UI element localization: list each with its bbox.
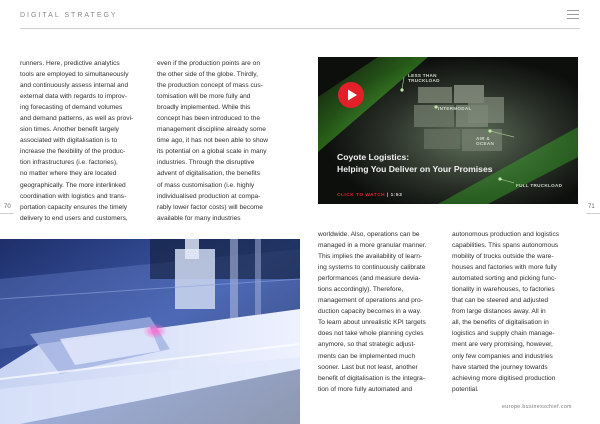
text-line: performances (and measure devia- (318, 275, 421, 283)
text-line: tomisation will be more fully and (157, 93, 251, 101)
section-label: DIGITAL STRATEGY (20, 12, 118, 19)
text-line: autonomous production and logistics (452, 231, 560, 238)
text-line: tionality in warehouses, to factories (452, 286, 555, 294)
text-column-2 (157, 58, 287, 224)
click-to-watch-link[interactable]: CLICK TO WATCH | 1:53 (337, 193, 403, 198)
text-line: available for many industries (157, 214, 241, 222)
page-number-left: 70 (4, 204, 11, 210)
text-line: This implies the availability of learn- (318, 253, 423, 261)
text-line: houses and factories with more fully (452, 264, 557, 272)
text-line: duction capacity becomes in a way. (318, 308, 422, 316)
page-number-right: 71 (588, 204, 595, 210)
text-line: tions accordingly). Therefore, (318, 286, 404, 294)
text-line: and demand patterns, as well as provi- (20, 115, 134, 123)
page-number-rule-left (0, 213, 14, 214)
video-title: Coyote Logistics: Helping You Deliver on Your Promises (337, 152, 493, 174)
video-duration: 1:53 (390, 193, 403, 198)
text-line: the production concept of mass cus- (157, 82, 263, 90)
hamburger-menu-icon[interactable] (567, 10, 579, 20)
text-line: capabilities. This spans autonomous (452, 242, 559, 250)
text-line: from large distances away. All in (452, 308, 546, 316)
page-header (0, 0, 600, 34)
text-line: concept has been introduced to the (157, 115, 261, 123)
text-line: only few companies and industries (452, 352, 553, 360)
text-line: To learn about unrealistic KPI targets (318, 319, 426, 327)
text-line: no matter where they are located (20, 170, 117, 178)
text-line: its potential on a global scale in many (157, 148, 267, 156)
text-line: individualised production at compa- (157, 192, 261, 200)
video-label-air-ocean: AIR & OCEAN (476, 136, 495, 147)
website-link[interactable]: europe.businesschief.com (502, 404, 572, 410)
text-line: broadly implemented. While this (157, 104, 251, 112)
text-line: tools are employed to simultaneously (20, 71, 129, 79)
play-icon (338, 82, 364, 108)
text-line: management of operations and pro- (318, 297, 423, 305)
video-player[interactable] (318, 57, 578, 204)
text-line: ing systems to continuously calibrate (318, 264, 426, 272)
video-label-ltl: LESS THAN TRUCKLOAD (408, 73, 440, 84)
warehouse-robot-photo (0, 239, 300, 424)
video-label-intermodal: INTERMODAL (438, 106, 472, 111)
video-thumbnail (318, 57, 578, 204)
text-line: delivery to end users and customers, (20, 214, 128, 222)
text-line: managed in a more granular manner. (318, 242, 427, 250)
text-line: external data with regards to improv- (20, 93, 128, 101)
play-button[interactable] (338, 82, 364, 108)
text-column-3 (318, 229, 450, 395)
text-line: runners. Here, predictive analytics (20, 60, 120, 67)
text-line: advent of digitalisation, the benefits (157, 170, 261, 178)
text-line: ment are very promising, however, (452, 341, 553, 349)
text-line: sooner. Last but not least, another (318, 363, 418, 371)
text-line: sion times. Another benefit largely (20, 126, 119, 134)
text-line: rably lower factor costs) will become (157, 203, 263, 211)
text-line: of mass customisation (i.e. highly (157, 181, 255, 189)
text-line: and continuously assess internal and (20, 82, 129, 90)
text-line: does not take whole planning cycles (318, 330, 424, 338)
text-line: increase the flexibility of the produc- (20, 148, 126, 156)
text-line: tion of more fully automated and (318, 385, 413, 393)
text-line: associated with digitalisation is to (20, 137, 118, 145)
text-line: potential. (452, 385, 479, 393)
text-line: logistics and supply chain manage- (452, 330, 555, 338)
text-line: industries. Through the disruptive (157, 159, 255, 167)
page-number-rule-right (586, 213, 600, 214)
text-line: all, the benefits of digitalisation in (452, 319, 549, 327)
video-label-full-truckload: FULL TRUCKLOAD (516, 183, 563, 188)
text-line: management discipline already some (157, 126, 266, 134)
text-column-1 (20, 58, 148, 224)
text-line: time ago, it has not been able to show (157, 137, 269, 145)
text-line: geographically. The more interlinked (20, 181, 126, 189)
text-line: benefit of digitalisation is the integra- (318, 374, 426, 382)
text-line: even if the production points are on (157, 60, 261, 67)
text-line: achieving more digitised production (452, 374, 556, 382)
text-line: anymore, so that strategic adjust- (318, 341, 416, 349)
header-divider (20, 28, 580, 29)
text-line: the other side of the globe. Thirdly, (157, 71, 258, 79)
text-line: portation capacity ensures the timely (20, 203, 128, 211)
text-line: automated sorting and picking func- (452, 275, 557, 283)
text-line: coordination with logistics and trans- (20, 192, 127, 200)
text-line: mobility of trucks outside the ware- (452, 253, 554, 261)
text-line: worldwide. Also, operations can be (318, 231, 420, 238)
text-line: ing forecasting of demand volumes (20, 104, 123, 112)
text-line: that can be steered and adjusted (452, 297, 549, 305)
text-line: tion infrastructures (i.e. factories), (20, 159, 118, 167)
text-line: ments can be implemented much (318, 352, 416, 360)
text-column-4 (452, 229, 586, 395)
text-line: have started the journey towards (452, 363, 548, 371)
